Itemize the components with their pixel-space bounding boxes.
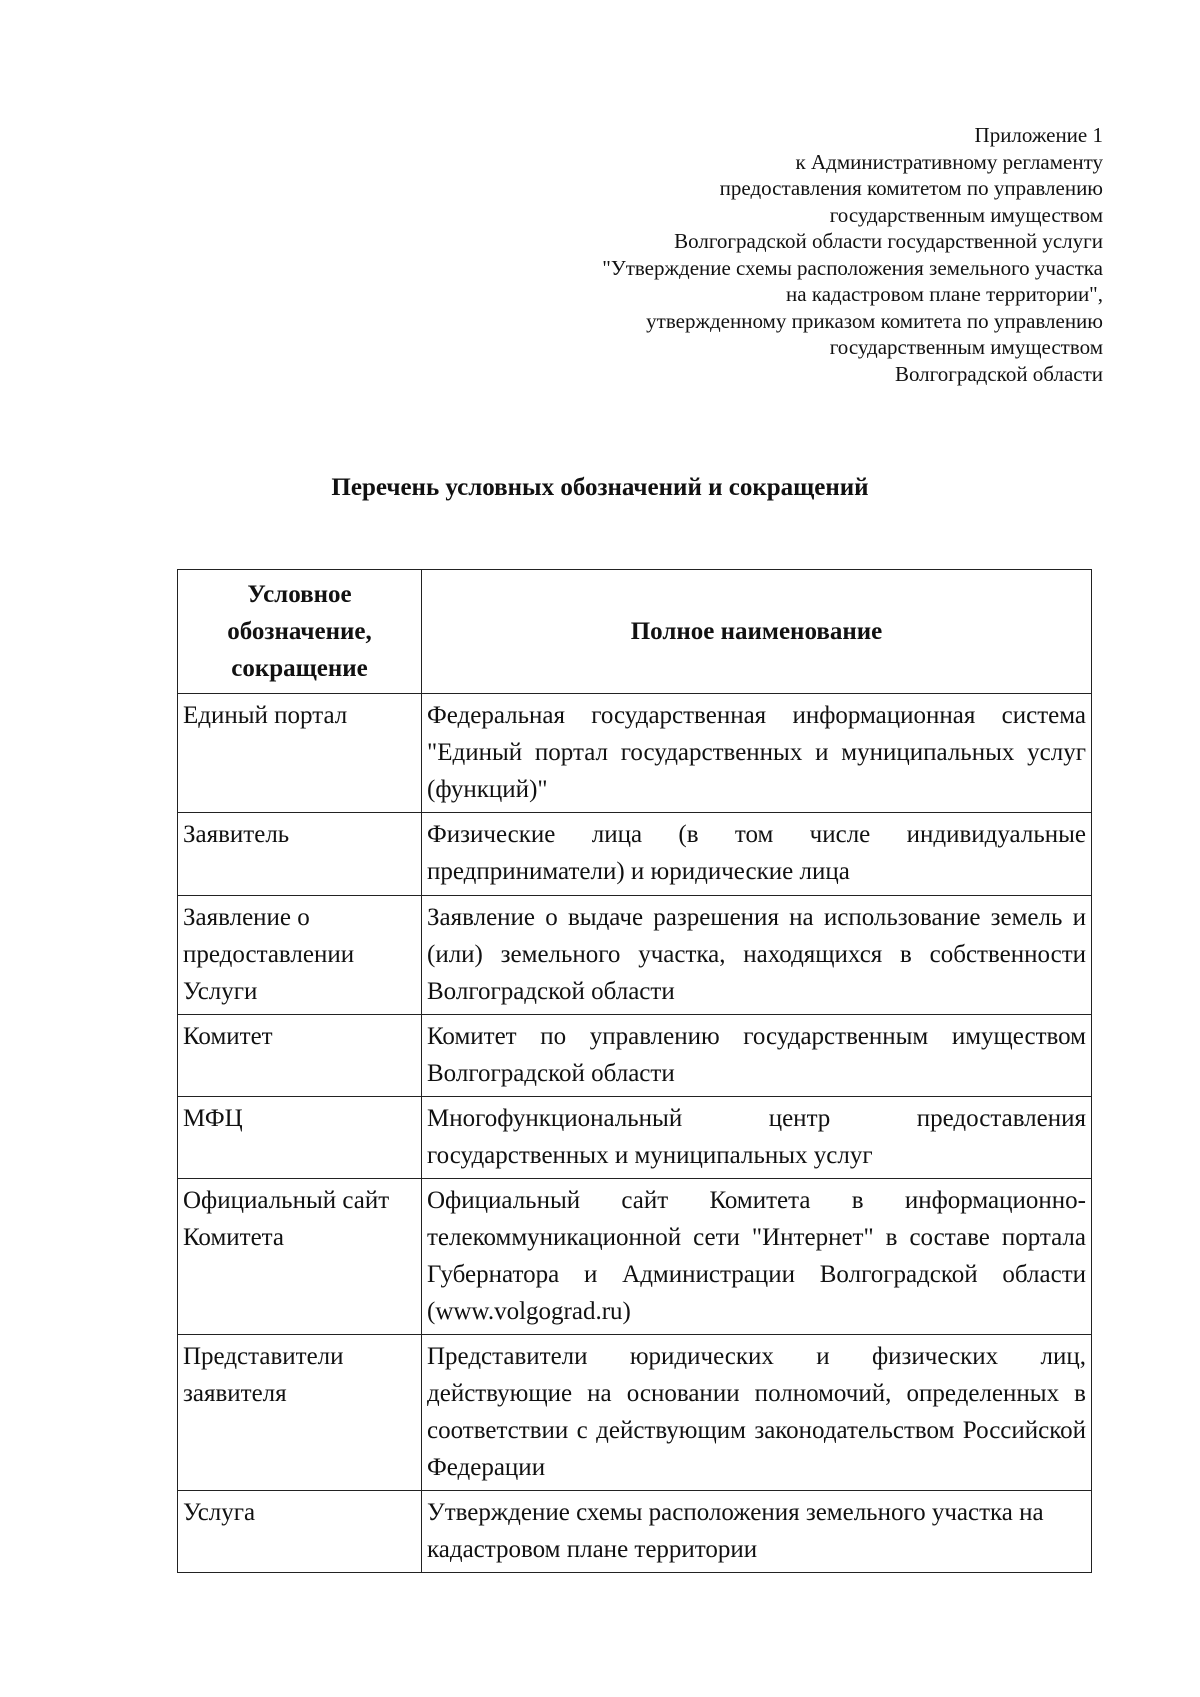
appendix-header-line: Волгоградской области xyxy=(894,361,1103,386)
appendix-header-line: утвержденному приказом комитета по управлению xyxy=(646,308,1103,333)
column-header-full-name: Полное наименование xyxy=(422,570,1092,694)
document-title: Перечень условных обозначений и сокращений xyxy=(331,474,869,501)
appendix-header-line: Волгоградской области государственной услуги xyxy=(674,229,1103,253)
term-cell: Официальный сайт Комитета xyxy=(178,1179,422,1335)
table-row xyxy=(178,1491,1092,1573)
appendix-header-line: на кадастровом плане территории", xyxy=(786,282,1103,306)
definition-cell: Заявление о выдаче разрешения на использование земель и (или) земельного участка, находящихся в собственности Волгоградской области xyxy=(422,896,1092,1015)
appendix-header-line: к Административному регламенту xyxy=(795,149,1103,174)
definition-cell: Многофункциональный центр предоставления государственных и муниципальных услуг xyxy=(422,1097,1092,1179)
definition-cell: Официальный сайт Комитета в информационно-телекоммуникационной сети "Интернет" в составе портала Губернатора и Администрации Волгоградской области (www.volgograd.ru) xyxy=(422,1179,1092,1335)
appendix-header xyxy=(403,122,1103,387)
term-cell: Комитет xyxy=(178,1015,422,1097)
definition-cell: Представители юридических и физических лиц, действующие на основании полномочий, определенных в соответствии с действующим законодательством Российской Федерации xyxy=(422,1335,1092,1491)
definition-cell: Комитет по управлению государственным имуществом Волгоградской области xyxy=(422,1015,1092,1097)
column-header-term: Условное обозначение, сокращение xyxy=(178,570,422,694)
table-row xyxy=(178,1015,1092,1097)
term-cell: Заявление о предоставлении Услуги xyxy=(178,896,422,1015)
table-row xyxy=(178,1179,1092,1335)
table-row xyxy=(178,1335,1092,1491)
table-row xyxy=(178,813,1092,896)
term-cell: Заявитель xyxy=(178,813,422,896)
abbreviations-table xyxy=(177,569,1092,1573)
appendix-header-line: "Утверждение схемы расположения земельного участка xyxy=(602,255,1103,280)
table-row xyxy=(178,694,1092,813)
appendix-header-line: Приложение 1 xyxy=(974,123,1103,147)
term-cell: Услуга xyxy=(178,1491,422,1573)
table-row xyxy=(178,896,1092,1015)
definition-cell: Утверждение схемы расположения земельного участка на кадастровом плане территории xyxy=(422,1491,1092,1573)
term-cell: МФЦ xyxy=(178,1097,422,1179)
appendix-header-line: государственным имуществом xyxy=(829,335,1103,359)
term-cell: Представители заявителя xyxy=(178,1335,422,1491)
table-row xyxy=(178,1097,1092,1179)
term-cell: Единый портал xyxy=(178,694,422,813)
appendix-header-line: государственным имуществом xyxy=(829,202,1103,227)
appendix-header-line: предоставления комитетом по управлению xyxy=(719,176,1103,200)
definition-cell: Федеральная государственная информационная система "Единый портал государственных и муниципальных услуг (функций)" xyxy=(422,694,1092,813)
definition-cell: Физические лица (в том числе индивидуальные предприниматели) и юридические лица xyxy=(422,813,1092,896)
table-header-row xyxy=(178,570,1092,694)
